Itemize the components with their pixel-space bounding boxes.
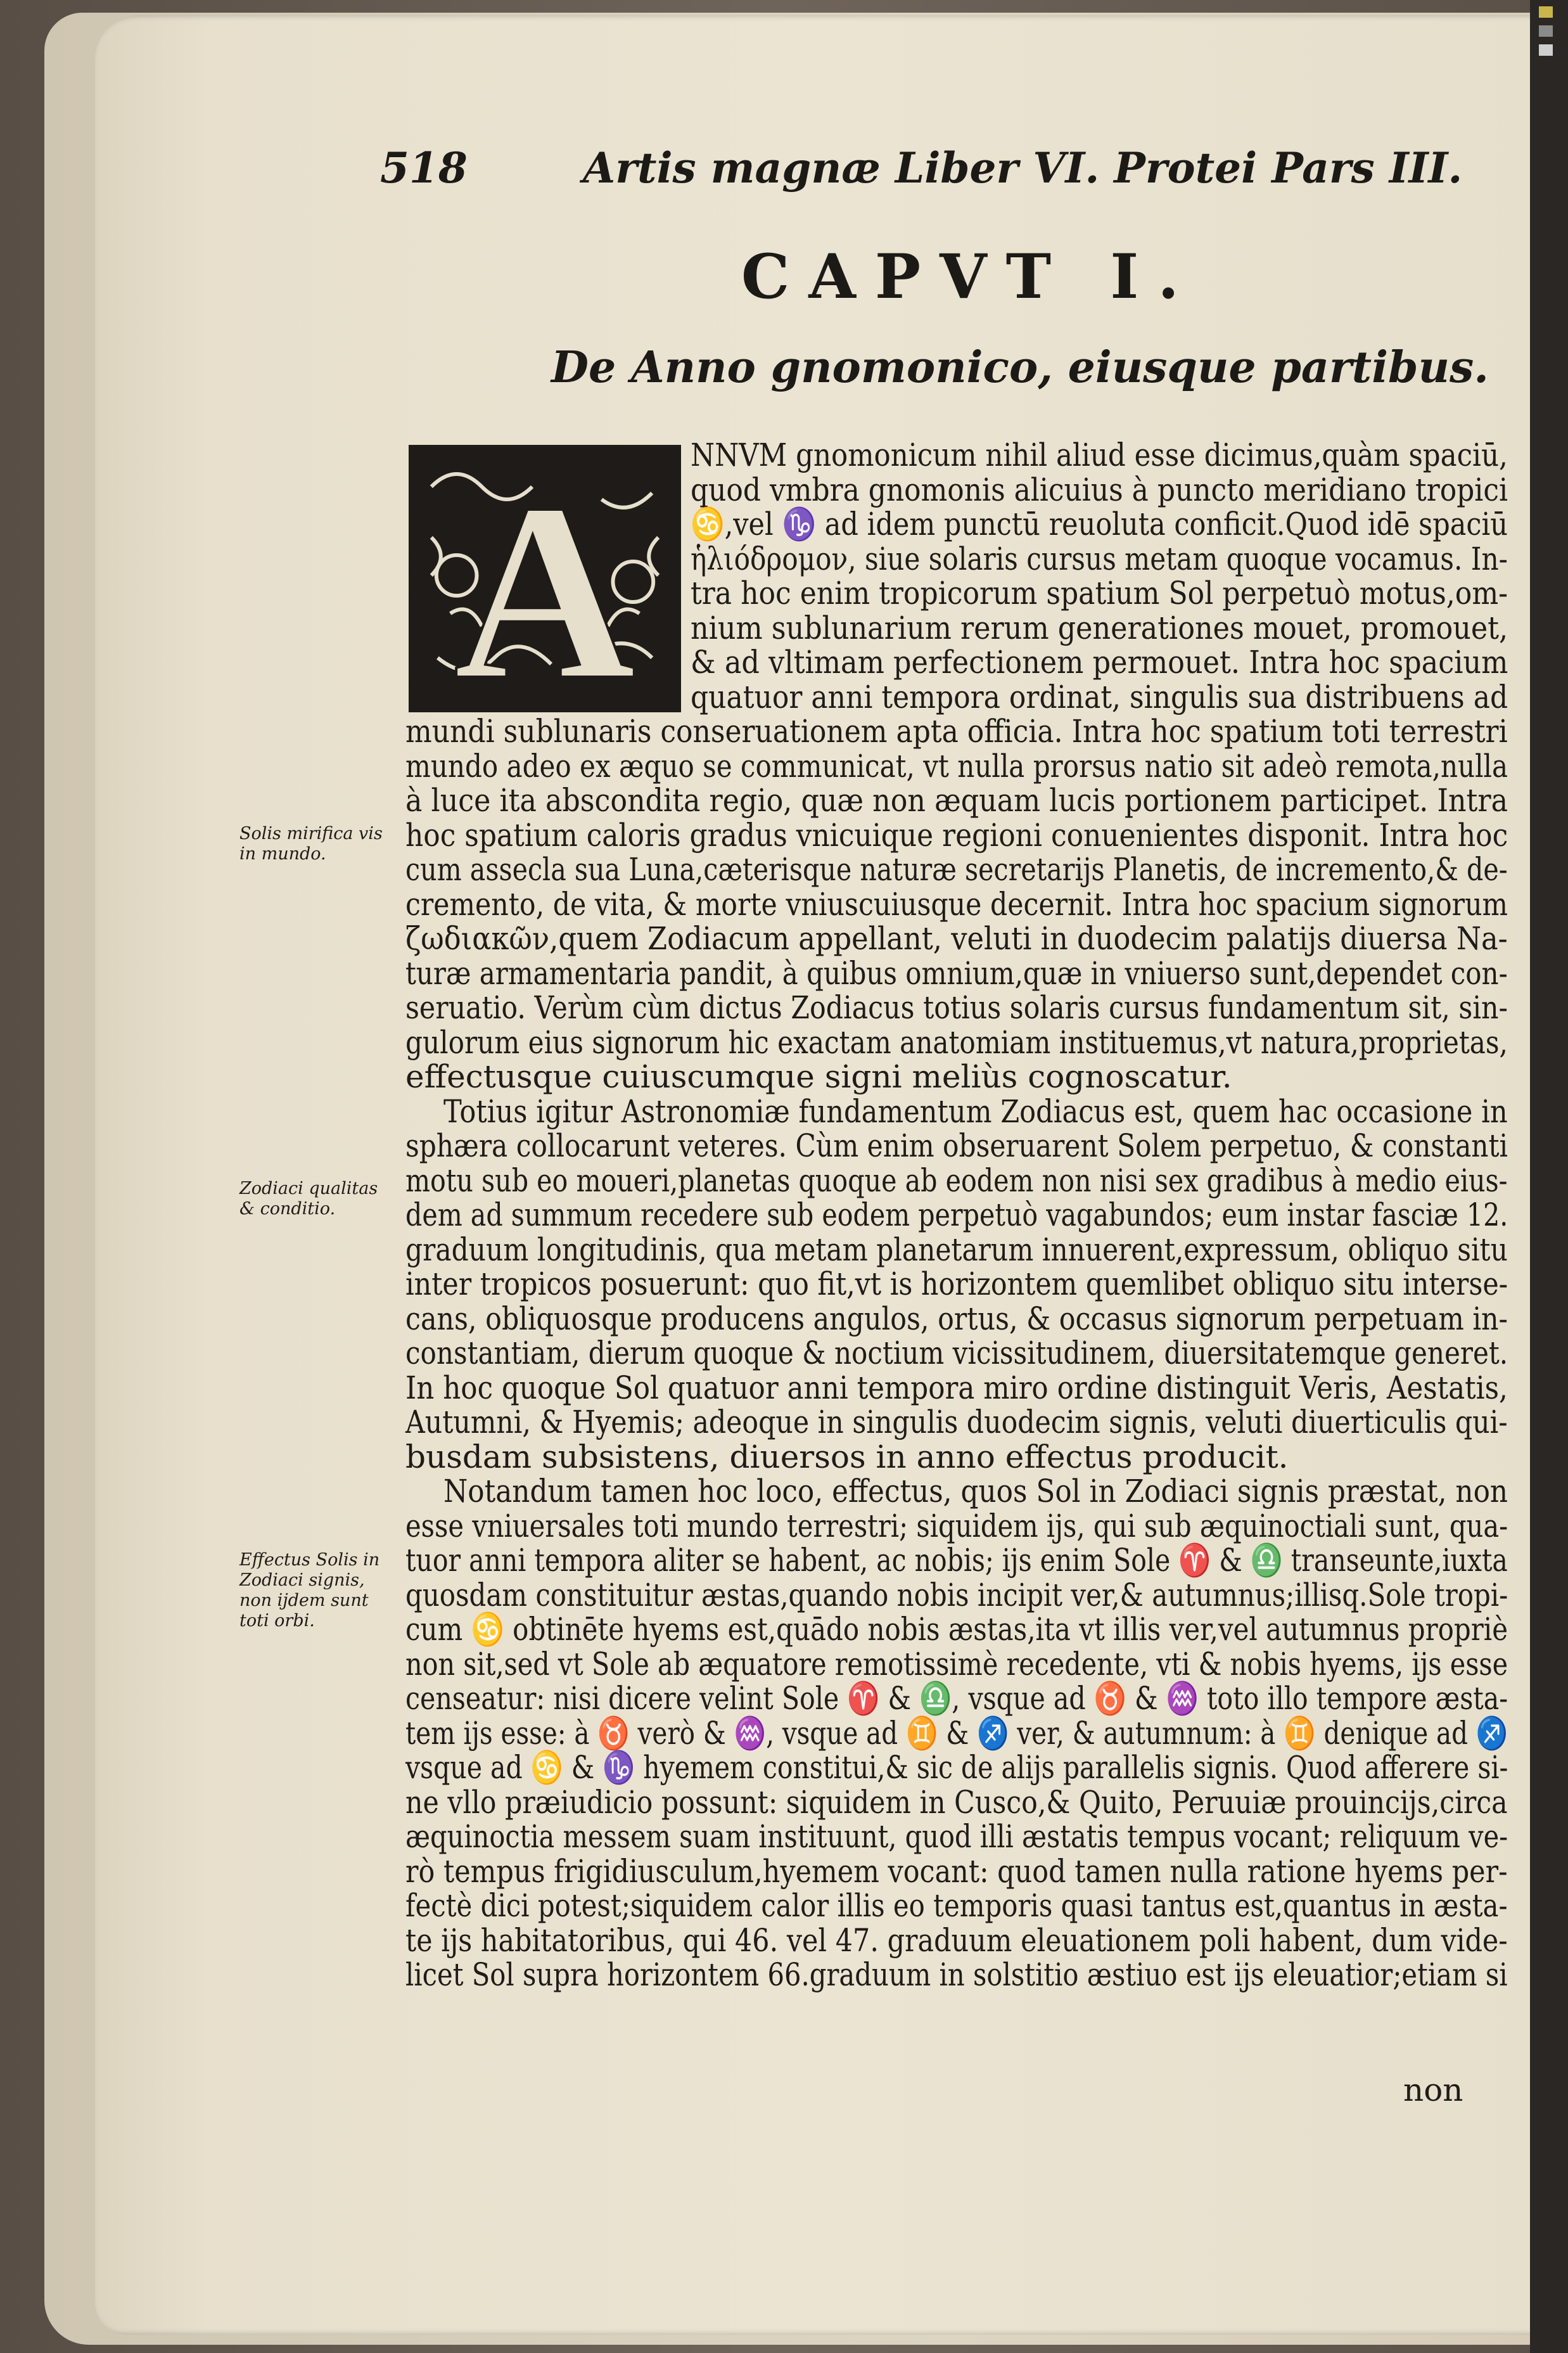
text-line: quod vmbra gnomonis alicuius à puncto meridiano tropici — [691, 471, 1508, 508]
running-header — [380, 143, 1463, 200]
text-line: graduum longitudinis, qua metam planetarum innuerent,expressum, obliquo situ — [405, 1231, 1508, 1268]
text-line: tem ijs esse: à ♉ verò & ♒, vsque ad ♊ & ♐ ver, & autumnum: à ♊ denique ad ♐ — [405, 1714, 1508, 1752]
text-line: ♋,vel ♑ ad idem punctū reuoluta conficit.Quod idē spaciū — [691, 506, 1508, 542]
running-title: Artis magnæ Liber VI. Protei Pars III. — [583, 143, 1463, 193]
text-line: ζωδιακῶν,quem Zodiacum appellant, veluti in duodecim palatijs diuersa Na- — [405, 920, 1508, 957]
text-line: cremento, de vita, & morte vniuscuiusque decernit. Intra hoc spacium signorum — [405, 885, 1508, 923]
text-line: Notandum tamen hoc loco, effectus, quos Sol in Zodiaci signis præstat, non — [443, 1473, 1508, 1510]
text-line: motu sub eo moueri,planetas quoque ab eodem non nisi sex gradibus à medio eius- — [405, 1162, 1508, 1199]
text-line: esse vniuersales toti mundo terrestri; siquidem ijs, qui sub æquinoctiali sunt, qua- — [405, 1507, 1508, 1544]
text-line: cum ♋ obtinēte hyems est,quādo nobis æstas,ita vt illis ver,vel autumnus propriè — [405, 1611, 1508, 1648]
text-line: tuor anni tempora aliter se habent, ac nobis; ijs enim Sole ♈ & ♎ transeunte,iuxta — [405, 1542, 1508, 1579]
text-line: nium sublunarium rerum generationes mouet, promouet, — [691, 609, 1508, 646]
decorated-initial — [409, 445, 681, 712]
text-line: censeatur: nisi dicere velint Sole ♈ & ♎, vsque ad ♉ & ♒ toto illo tempore æsta- — [405, 1680, 1508, 1717]
text-line: ne vllo præiudicio possunt: siquidem in Cusco,& Quito, Peruuiæ prouincijs,circa — [405, 1783, 1508, 1821]
text-line: vsque ad ♋ & ♑ hyemem constitui,& sic de alijs parallelis signis. Quod afferere si- — [405, 1749, 1508, 1786]
text-line: Totius igitur Astronomiæ fundamentum Zodiacus est, quem hac occasione in — [443, 1093, 1508, 1130]
text-line: constantiam, dierum quoque & noctium vicissitudinem, diuersitatemque generet. — [405, 1335, 1508, 1371]
text-line: rò tempus frigidiusculum,hyemem vocant: quod tamen nulla ratione hyems per- — [405, 1852, 1508, 1890]
text-line: gulorum eius signorum hic exactam anatomiam instituemus,vt natura,proprietas, — [405, 1023, 1508, 1061]
text-line: dem ad summum recedere sub eodem perpetuò vagabundos; eum instar fasciæ 12. — [405, 1196, 1508, 1233]
text-line: tra hoc enim tropicorum spatium Sol perpetuò motus,om- — [691, 575, 1508, 612]
text-line: sphæra collocarunt veteres. Cùm enim obseruarent Solem perpetuo, & constanti — [405, 1127, 1508, 1164]
chapter-title: CAPVT I. — [741, 241, 1198, 312]
margin-note-1: Solis mirifica vis in mundo. — [239, 824, 383, 864]
text-line: inter tropicos posuerunt: quo fit,vt is horizontem quemlibet obliquo situ interse- — [405, 1266, 1508, 1302]
margin-note-3: Effectus Solis in Zodiaci signis, non ijdem sunt toti orbi. — [239, 1550, 380, 1631]
text-line: quatuor anni tempora ordinat, singulis sua distribuens ad — [691, 678, 1508, 715]
page-number: 518 — [380, 143, 468, 193]
text-line: te ijs habitatoribus, qui 46. vel 47. graduum eleuationem poli habent, dum vide- — [405, 1921, 1508, 1959]
text-line: NNVM gnomonicum nihil aliud esse dicimus,quàm spaciū, — [691, 437, 1508, 473]
scan-edge-strip — [1530, 0, 1568, 2353]
text-line: turæ armamentaria pandit, à quibus omnium,quæ in vniuerso sunt,dependet con- — [405, 954, 1508, 992]
text-line: In hoc quoque Sol quatuor anni tempora miro ordine distinguit Veris, Aestatis, — [405, 1369, 1508, 1406]
ornamental-initial-icon — [412, 449, 677, 708]
text-line: à luce ita abscondita regio, quæ non æquam lucis portionem participet. Intra — [405, 782, 1508, 819]
text-line: effectusque cuiuscumque signi meliùs cognoscatur. — [405, 1058, 1232, 1095]
text-line: seruatio. Verùm cùm dictus Zodiacus totius solaris cursus fundamentum sit, sin- — [405, 989, 1508, 1026]
text-line: æquinoctia messem suam instituunt, quod illi æstatis tempus vocant; reliquum ve- — [405, 1818, 1508, 1855]
text-line: quosdam constituitur æstas,quando nobis incipit ver,& autumnus;illisq.Sole tropi- — [405, 1576, 1508, 1613]
text-line: & ad vltimam perfectionem permouet. Intra hoc spacium — [691, 644, 1508, 681]
text-line: cans, obliquosque producens angulos, ortus, & occasus signorum perpetuam in- — [405, 1300, 1508, 1337]
text-line: busdam subsistens, diuersos in anno effectus producit. — [405, 1438, 1289, 1475]
text-line: fectè dici potest;siquidem calor illis eo temporis quasi tantus est,quantus in æsta- — [405, 1887, 1508, 1924]
text-line: mundi sublunaris conseruationem apta officia. Intra hoc spatium toti terrestri — [405, 713, 1508, 750]
text-line: cum assecla sua Luna,cæterisque naturæ secretarijs Planetis, de incremento,& de- — [405, 851, 1508, 888]
text-line: ἡλιόδρομον, siue solaris cursus metam quoque vocamus. In- — [691, 540, 1508, 577]
initial-letter: A — [454, 451, 636, 708]
text-line: licet Sol supra horizontem 66.graduum in solstitio æstiuo est ijs eleuatior;etiam si — [405, 1956, 1508, 1993]
margin-note-2: Zodiaci qualitas & conditio. — [239, 1179, 378, 1219]
chapter-subtitle: De Anno gnomonico, eiusque partibus. — [551, 342, 1489, 393]
text-line: non sit,sed vt Sole ab æquatore remotissimè recedente, vti & nobis hyems, ijs esse — [405, 1645, 1508, 1683]
text-line: hoc spatium caloris gradus vnicuique regioni conuenientes disponit. Intra hoc — [405, 816, 1508, 854]
catchword: non — [1403, 2072, 1463, 2108]
text-line: mundo adeo ex æquo se communicat, vt nulla prorsus natio sit adeò remota,nulla — [405, 747, 1508, 785]
text-line: Autumni, & Hyemis; adeoque in singulis duodecim signis, veluti diuerticulis qui- — [405, 1404, 1508, 1440]
